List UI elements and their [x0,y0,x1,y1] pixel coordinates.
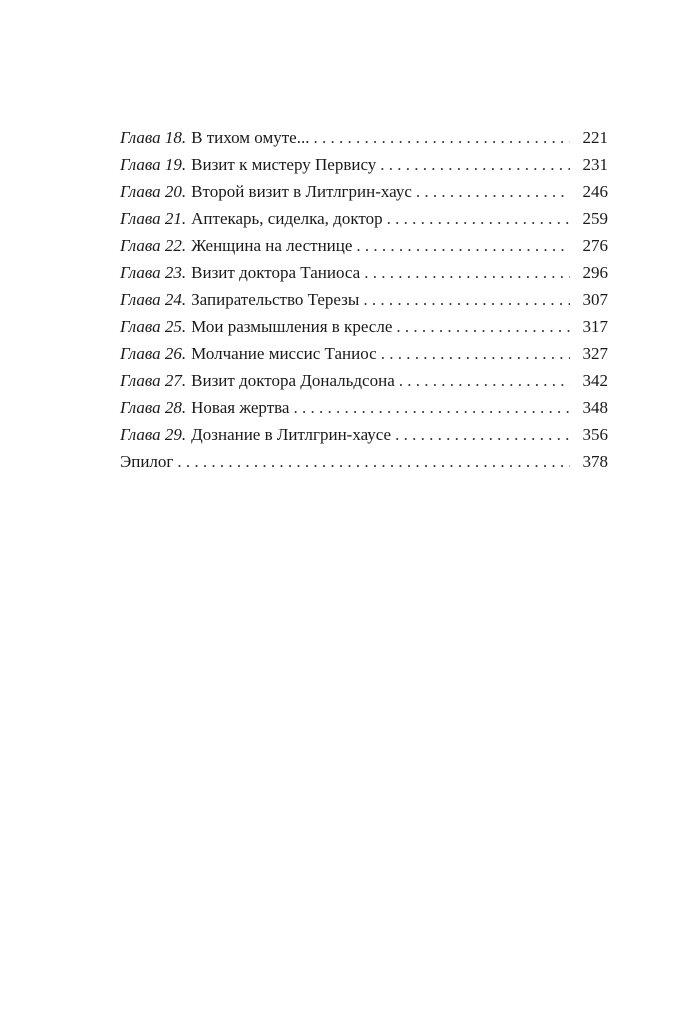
epilogue-title: Эпилог [120,452,174,471]
chapter-number: Глава 27. [120,371,187,390]
toc-entry-chapter-29[interactable] [120,421,608,448]
chapter-title: Второй визит в Литлгрин-хаус [191,182,412,201]
page-number: 259 [582,209,608,228]
dot-leader [396,313,570,340]
chapter-title: Визит доктора Таниоса [191,263,361,282]
chapter-number: Глава 18. [120,128,187,147]
chapter-number: Глава 20. [120,182,187,201]
toc-entry-chapter-28[interactable] [120,394,608,421]
chapter-number: Глава 21. [120,209,187,228]
chapter-number: Глава 22. [120,236,187,255]
toc-entry-chapter-25[interactable] [120,313,608,340]
dot-leader [313,124,570,151]
chapter-title: Визит доктора Дональдсона [191,371,395,390]
chapter-title: Женщина на лестнице [191,236,353,255]
page-number: 348 [582,398,608,417]
page-number: 246 [582,182,608,201]
table-of-contents [120,124,608,475]
chapter-number: Глава 25. [120,317,187,336]
toc-entry-chapter-22[interactable] [120,232,608,259]
chapter-number: Глава 19. [120,155,187,174]
chapter-title: В тихом омуте... [191,128,310,147]
toc-entry-epilogue[interactable] [120,448,608,475]
dot-leader [177,448,570,475]
dot-leader [364,259,570,286]
chapter-title: Новая жертва [191,398,290,417]
dot-leader [356,232,570,259]
dot-leader [399,367,570,394]
chapter-number: Глава 28. [120,398,187,417]
page-number: 276 [582,236,608,255]
page-number: 356 [582,425,608,444]
dot-leader [387,205,570,232]
page-number: 296 [582,263,608,282]
toc-entry-chapter-18[interactable] [120,124,608,151]
page-number: 221 [582,128,608,147]
toc-entry-chapter-23[interactable] [120,259,608,286]
chapter-title: Запирательство Терезы [191,290,360,309]
chapter-title: Аптекарь, сиделка, доктор [191,209,383,228]
toc-entry-chapter-20[interactable] [120,178,608,205]
dot-leader [395,421,570,448]
chapter-title: Визит к мистеру Первису [191,155,377,174]
page-number: 342 [582,371,608,390]
dot-leader [416,178,570,205]
toc-entry-chapter-24[interactable] [120,286,608,313]
chapter-number: Глава 26. [120,344,187,363]
page-number: 307 [582,290,608,309]
chapter-title: Мои размышления в кресле [191,317,393,336]
page-number: 231 [582,155,608,174]
dot-leader [363,286,570,313]
chapter-title: Молчание миссис Таниос [191,344,377,363]
toc-entry-chapter-21[interactable] [120,205,608,232]
toc-entry-chapter-19[interactable] [120,151,608,178]
dot-leader [381,340,570,367]
chapter-number: Глава 23. [120,263,187,282]
page-number: 317 [582,317,608,336]
toc-entry-chapter-26[interactable] [120,340,608,367]
dot-leader [380,151,570,178]
toc-entry-chapter-27[interactable] [120,367,608,394]
chapter-title: Дознание в Литлгрин-хаусе [191,425,392,444]
dot-leader [293,394,570,421]
chapter-number: Глава 29. [120,425,187,444]
chapter-number: Глава 24. [120,290,187,309]
page-number: 327 [582,344,608,363]
page-number: 378 [582,452,608,471]
